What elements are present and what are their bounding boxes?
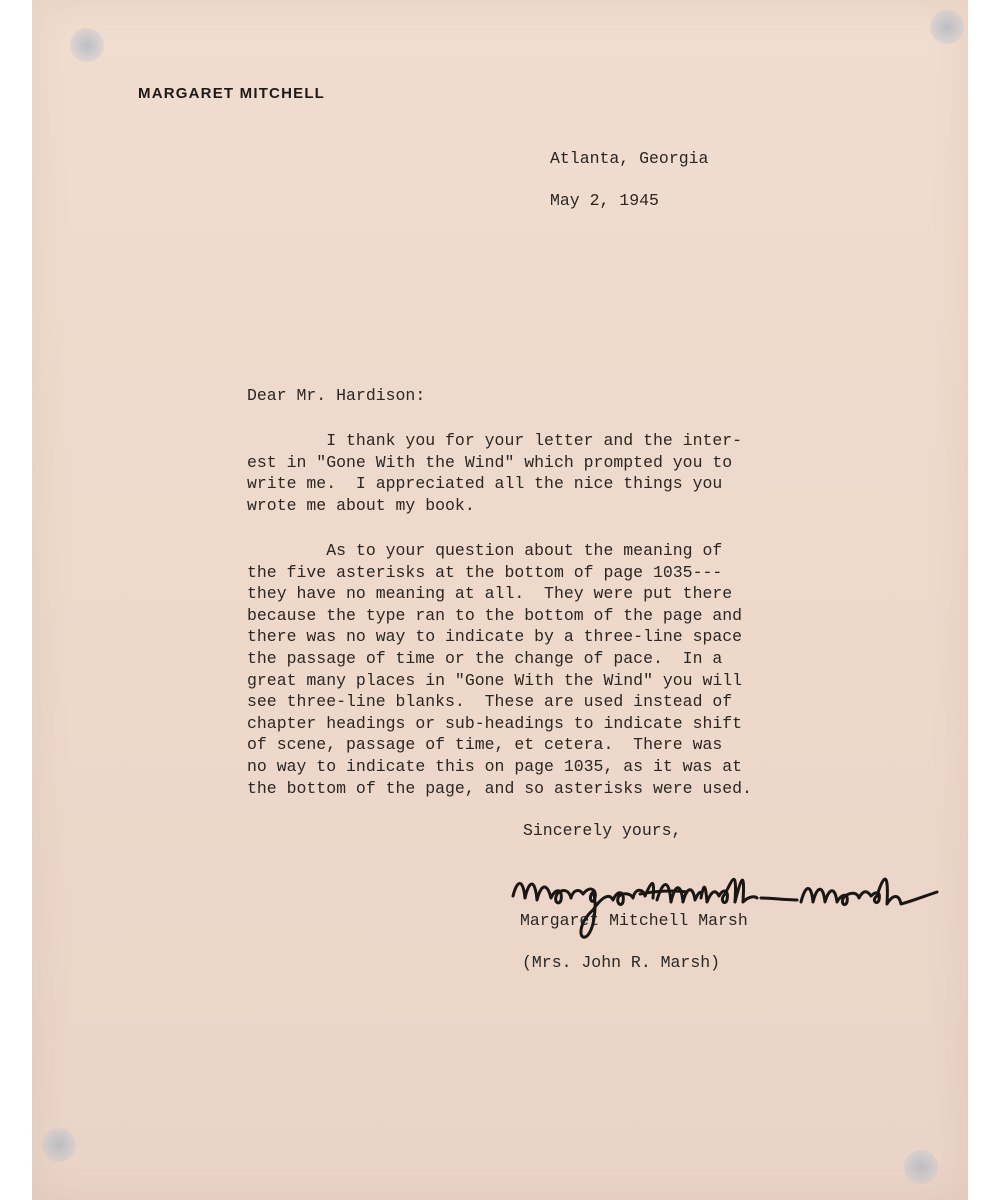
corner-mount-top-left (70, 28, 104, 62)
corner-mount-top-right (930, 10, 964, 44)
closing: Sincerely yours, (523, 821, 682, 840)
body-paragraph-2: As to your question about the meaning of the five asterisks at the bottom of page 1035--- they have no meaning at all. They were put there because the type ran to the bottom of the page and there was no way to indicate by a three-line space the passage of time or the change of pace. In a great many places in "Gone With the Wind" you will see three-line blanks. These are used instead of chapter headings or sub-headings to indicate shift of scene, passage of time, et cetera. There was no way to indicate this on page 1035, as it was at the bottom of the page, and so asterisks were used. (247, 541, 752, 798)
typed-signature-name: Margaret Mitchell Marsh (520, 911, 748, 930)
corner-mount-bottom-left (42, 1128, 76, 1162)
married-name: (Mrs. John R. Marsh) (522, 953, 721, 972)
date-line: May 2, 1945 (550, 191, 659, 210)
salutation: Dear Mr. Hardison: (247, 386, 426, 405)
corner-mount-bottom-right (904, 1150, 938, 1184)
handwritten-signature (505, 858, 945, 948)
letterhead: MARGARET MITCHELL (138, 85, 326, 102)
place-line: Atlanta, Georgia (550, 149, 709, 168)
body-paragraph-1: I thank you for your letter and the inter- est in "Gone With the Wind" which prompted you to write me. I appreciated all the nice things you wrote me about my book. (247, 431, 743, 515)
